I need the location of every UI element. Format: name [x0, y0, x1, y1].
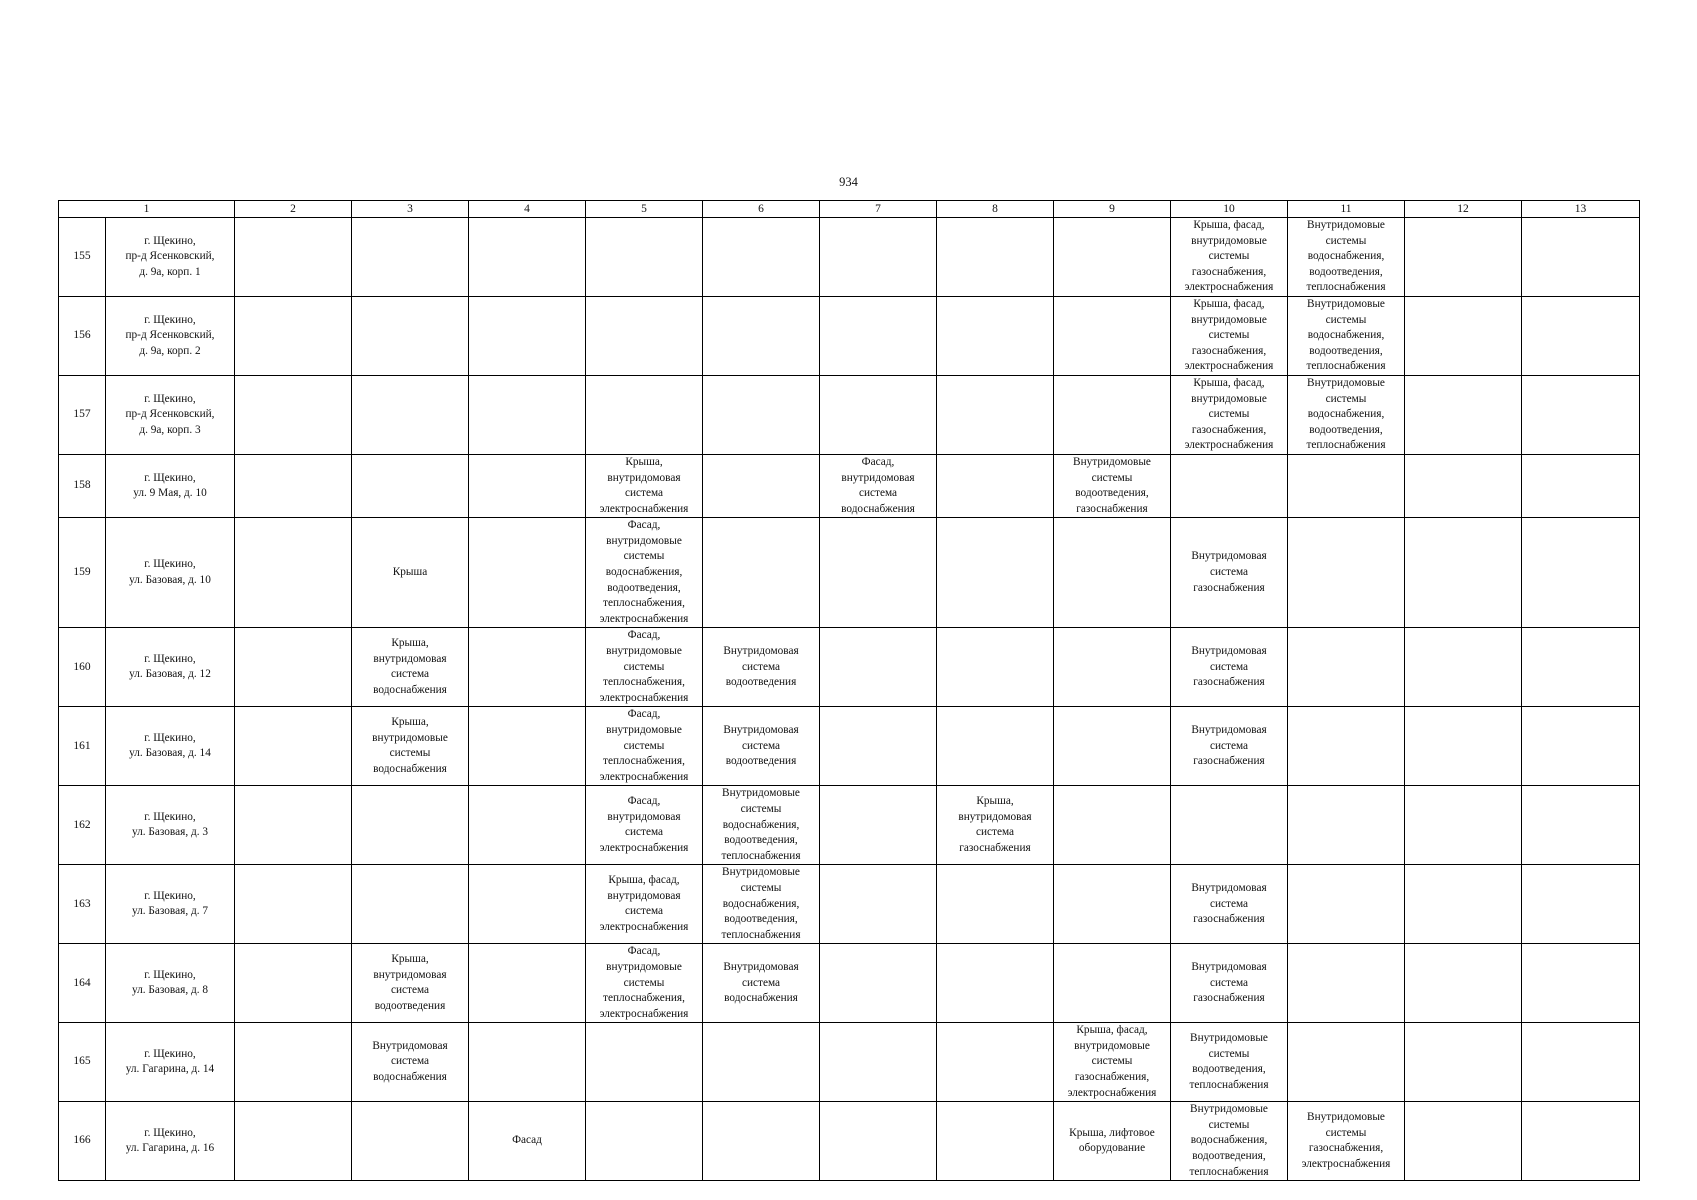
work-text: Крыша, фасад, внутридомовые системы газоснабжения, электроснабжения [1067, 1024, 1157, 1099]
work-cell-col-6 [703, 296, 820, 375]
work-cell-col-13 [1522, 628, 1640, 707]
work-cell-col-13 [1522, 375, 1640, 454]
work-cell-col-8 [937, 786, 1054, 865]
work-cell-col-11 [1288, 628, 1405, 707]
work-text: Фасад, внутридомовые системы теплоснабжения, электроснабжения [599, 945, 689, 1020]
column-header-9: 9 [1054, 201, 1171, 218]
work-cell-col-2 [235, 375, 352, 454]
address-cell [106, 628, 235, 707]
work-cell-col-10 [1171, 518, 1288, 628]
work-cell-col-8 [937, 375, 1054, 454]
work-cell-col-7 [820, 1023, 937, 1102]
work-cell-col-7 [820, 454, 937, 517]
work-cell-col-4 [469, 865, 586, 944]
work-text: Крыша, внутридомовая система электроснабжения [599, 455, 689, 515]
work-cell-col-13 [1522, 518, 1640, 628]
address-cell [106, 518, 235, 628]
work-text: Крыша, фасад, внутридомовые системы газоснабжения, электроснабжения [1184, 376, 1274, 452]
work-cell-col-9 [1054, 296, 1171, 375]
column-header-3: 3 [352, 201, 469, 218]
work-cell-col-9 [1054, 518, 1171, 628]
address-cell [106, 944, 235, 1023]
work-cell-col-4 [469, 707, 586, 786]
work-cell-col-9 [1054, 786, 1171, 865]
address-text: г. Щекино, ул. Базовая, д. 3 [131, 810, 209, 839]
column-header-10: 10 [1171, 201, 1288, 218]
work-text: Внутридомовые системы водоснабжения, водоотведения, теплоснабжения [1306, 376, 1386, 452]
work-cell-col-3 [352, 707, 469, 786]
column-header-6: 6 [703, 201, 820, 218]
column-header-4: 4 [469, 201, 586, 218]
work-cell-col-12 [1405, 944, 1522, 1023]
work-cell-col-13 [1522, 296, 1640, 375]
work-cell-col-2 [235, 628, 352, 707]
work-cell-col-6 [703, 786, 820, 865]
work-cell-col-12 [1405, 865, 1522, 944]
work-cell-col-4 [469, 786, 586, 865]
work-cell-col-6 [703, 944, 820, 1023]
address-text: г. Щекино, пр-д Ясенковский, д. 9а, корп. 2 [125, 313, 215, 357]
work-cell-col-12 [1405, 218, 1522, 297]
work-text: Крыша, фасад, внутридомовая система электроснабжения [599, 874, 689, 933]
work-cell-col-6 [703, 628, 820, 707]
work-text: Фасад, внутридомовые системы водоснабжения, водоотведения, теплоснабжения, электроснабжения [599, 519, 689, 625]
address-cell [106, 1023, 235, 1102]
repair-schedule-table [58, 200, 1640, 1181]
work-text: Крыша, лифтовое оборудование [1069, 1126, 1155, 1155]
row-number-cell: 166 [59, 1102, 106, 1181]
work-cell-col-3 [352, 628, 469, 707]
work-cell-col-12 [1405, 296, 1522, 375]
work-cell-col-8 [937, 1102, 1054, 1181]
work-text: Крыша, внутридомовая система газоснабжения [958, 795, 1032, 854]
work-cell-col-7 [820, 1102, 937, 1181]
work-text: Фасад, внутридомовая система водоснабжения [841, 455, 915, 515]
row-number-cell: 159 [59, 518, 106, 628]
work-text: Крыша, фасад, внутридомовые системы газоснабжения, электроснабжения [1184, 297, 1274, 373]
work-cell-col-3 [352, 296, 469, 375]
work-cell-col-7 [820, 218, 937, 297]
work-cell-col-2 [235, 518, 352, 628]
row-number-cell: 156 [59, 296, 106, 375]
work-cell-col-12 [1405, 628, 1522, 707]
work-cell-col-8 [937, 628, 1054, 707]
column-header-7: 7 [820, 201, 937, 218]
address-cell [106, 218, 235, 297]
column-header-1: 1 [59, 201, 235, 218]
work-cell-col-2 [235, 786, 352, 865]
work-cell-col-12 [1405, 518, 1522, 628]
work-text: Внутридомовая система водоснабжения [372, 1039, 448, 1084]
work-cell-col-5 [586, 786, 703, 865]
work-cell-col-4 [469, 375, 586, 454]
work-cell-col-13 [1522, 1023, 1640, 1102]
work-cell-col-12 [1405, 1023, 1522, 1102]
work-text: Крыша [392, 566, 428, 579]
work-cell-col-7 [820, 865, 937, 944]
work-cell-col-7 [820, 707, 937, 786]
work-text: Внутридомовые системы водоснабжения, водоотведения, теплоснабжения [1189, 1103, 1269, 1178]
column-header-13: 13 [1522, 201, 1640, 218]
work-cell-col-7 [820, 375, 937, 454]
column-header-11: 11 [1288, 201, 1405, 218]
work-cell-col-11 [1288, 518, 1405, 628]
row-number-cell: 157 [59, 375, 106, 454]
address-text: г. Щекино, ул. Гагарина, д. 14 [125, 1047, 215, 1076]
work-cell-col-9 [1054, 707, 1171, 786]
table-row [59, 944, 1640, 1023]
work-cell-col-12 [1405, 707, 1522, 786]
work-cell-col-10 [1171, 707, 1288, 786]
work-text: Крыша, внутридомовая система водоснабжения [373, 637, 447, 697]
column-number-header-row [59, 201, 1640, 218]
work-cell-col-3 [352, 1102, 469, 1181]
work-cell-col-10 [1171, 375, 1288, 454]
address-cell [106, 375, 235, 454]
row-number-cell: 165 [59, 1023, 106, 1102]
work-cell-col-8 [937, 1023, 1054, 1102]
work-cell-col-7 [820, 786, 937, 865]
work-cell-col-4 [469, 944, 586, 1023]
work-text: Фасад, внутридомовые системы теплоснабжения, электроснабжения [599, 629, 689, 704]
work-cell-col-13 [1522, 454, 1640, 517]
work-text: Внутридомовые системы водоотведения, теплоснабжения [1189, 1032, 1269, 1091]
work-cell-col-11 [1288, 454, 1405, 517]
table-row [59, 786, 1640, 865]
work-cell-col-6 [703, 454, 820, 517]
work-cell-col-2 [235, 865, 352, 944]
work-cell-col-12 [1405, 1102, 1522, 1181]
address-text: г. Щекино, ул. Базовая, д. 12 [129, 652, 211, 681]
work-cell-col-9 [1054, 1102, 1171, 1181]
column-header-12: 12 [1405, 201, 1522, 218]
table-row [59, 707, 1640, 786]
work-cell-col-5 [586, 1023, 703, 1102]
work-cell-col-4 [469, 628, 586, 707]
work-cell-col-13 [1522, 1102, 1640, 1181]
work-cell-col-3 [352, 1023, 469, 1102]
work-cell-col-12 [1405, 375, 1522, 454]
work-cell-col-7 [820, 518, 937, 628]
work-cell-col-3 [352, 454, 469, 517]
work-text: Фасад [512, 1134, 542, 1147]
address-cell [106, 296, 235, 375]
row-number-cell: 163 [59, 865, 106, 944]
work-text: Внутридомовая система газоснабжения [1191, 550, 1267, 594]
work-cell-col-7 [820, 944, 937, 1023]
table-row [59, 218, 1640, 297]
work-cell-col-6 [703, 707, 820, 786]
work-cell-col-5 [586, 454, 703, 517]
work-cell-col-10 [1171, 865, 1288, 944]
row-number-cell: 161 [59, 707, 106, 786]
work-cell-col-3 [352, 865, 469, 944]
row-number-cell: 162 [59, 786, 106, 865]
work-cell-col-4 [469, 1023, 586, 1102]
work-cell-col-6 [703, 1102, 820, 1181]
address-cell [106, 707, 235, 786]
work-text: Крыша, фасад, внутридомовые системы газоснабжения, электроснабжения [1184, 219, 1274, 294]
work-cell-col-6 [703, 218, 820, 297]
work-cell-col-8 [937, 454, 1054, 517]
work-cell-col-13 [1522, 707, 1640, 786]
work-text: Внутридомовая система газоснабжения [1191, 645, 1267, 689]
table-row [59, 375, 1640, 454]
column-header-8: 8 [937, 201, 1054, 218]
work-cell-col-4 [469, 218, 586, 297]
column-header-2: 2 [235, 201, 352, 218]
work-cell-col-2 [235, 218, 352, 297]
work-cell-col-10 [1171, 786, 1288, 865]
work-text: Внутридомовые системы водоснабжения, водоотведения, теплоснабжения [1306, 219, 1386, 294]
work-cell-col-11 [1288, 707, 1405, 786]
work-cell-col-10 [1171, 1102, 1288, 1181]
address-cell [106, 454, 235, 517]
work-cell-col-5 [586, 218, 703, 297]
work-cell-col-11 [1288, 1102, 1405, 1181]
row-number-cell: 160 [59, 628, 106, 707]
work-cell-col-13 [1522, 944, 1640, 1023]
work-cell-col-10 [1171, 1023, 1288, 1102]
work-text: Фасад, внутридомовые системы теплоснабжения, электроснабжения [599, 708, 689, 783]
work-cell-col-5 [586, 518, 703, 628]
work-cell-col-11 [1288, 1023, 1405, 1102]
work-text: Внутридомовая система газоснабжения [1191, 724, 1267, 768]
address-text: г. Щекино, ул. Гагарина, д. 16 [125, 1126, 215, 1155]
work-cell-col-4 [469, 296, 586, 375]
work-cell-col-2 [235, 707, 352, 786]
work-cell-col-11 [1288, 944, 1405, 1023]
work-cell-col-9 [1054, 944, 1171, 1023]
work-cell-col-4 [469, 1102, 586, 1181]
work-cell-col-6 [703, 1023, 820, 1102]
page-number: 934 [839, 175, 858, 189]
table-body [59, 218, 1640, 1181]
table-row [59, 865, 1640, 944]
work-cell-col-8 [937, 865, 1054, 944]
work-cell-col-5 [586, 707, 703, 786]
work-cell-col-2 [235, 1102, 352, 1181]
work-cell-col-3 [352, 375, 469, 454]
row-number-cell: 164 [59, 944, 106, 1023]
work-cell-col-8 [937, 944, 1054, 1023]
work-cell-col-13 [1522, 786, 1640, 865]
work-cell-col-2 [235, 296, 352, 375]
work-cell-col-11 [1288, 296, 1405, 375]
work-cell-col-5 [586, 375, 703, 454]
work-cell-col-11 [1288, 375, 1405, 454]
work-text: Внутридомовая система водоотведения [723, 724, 799, 768]
work-cell-col-9 [1054, 454, 1171, 517]
work-text: Внутридомовая система водоснабжения [723, 960, 799, 1005]
work-cell-col-12 [1405, 786, 1522, 865]
work-cell-col-5 [586, 1102, 703, 1181]
column-header-5: 5 [586, 201, 703, 218]
work-text: Внутридомовые системы водоотведения, газоснабжения [1073, 455, 1151, 515]
work-cell-col-11 [1288, 865, 1405, 944]
work-text: Внутридомовые системы водоснабжения, водоотведения, теплоснабжения [1306, 297, 1386, 373]
work-cell-col-2 [235, 1023, 352, 1102]
row-number-cell: 158 [59, 454, 106, 517]
work-cell-col-7 [820, 296, 937, 375]
work-cell-col-5 [586, 865, 703, 944]
address-text: г. Щекино, ул. Базовая, д. 8 [131, 968, 209, 997]
table-row [59, 1102, 1640, 1181]
row-number-cell: 155 [59, 218, 106, 297]
work-cell-col-7 [820, 628, 937, 707]
address-text: г. Щекино, ул. Базовая, д. 10 [129, 558, 211, 586]
work-cell-col-9 [1054, 218, 1171, 297]
work-cell-col-13 [1522, 865, 1640, 944]
work-cell-col-3 [352, 218, 469, 297]
table-row [59, 1023, 1640, 1102]
work-cell-col-5 [586, 628, 703, 707]
work-cell-col-13 [1522, 218, 1640, 297]
address-cell [106, 865, 235, 944]
table-row [59, 454, 1640, 517]
work-cell-col-10 [1171, 454, 1288, 517]
work-cell-col-9 [1054, 375, 1171, 454]
work-cell-col-5 [586, 296, 703, 375]
work-cell-col-6 [703, 518, 820, 628]
work-text: Крыша, внутридомовая система водоотведения [373, 953, 447, 1012]
work-cell-col-3 [352, 944, 469, 1023]
work-cell-col-10 [1171, 944, 1288, 1023]
work-cell-col-2 [235, 944, 352, 1023]
address-text: г. Щекино, ул. 9 Мая, д. 10 [133, 471, 207, 500]
table-row [59, 296, 1640, 375]
work-cell-col-10 [1171, 628, 1288, 707]
work-text: Внутридомовые системы газоснабжения, электроснабжения [1301, 1111, 1391, 1170]
work-cell-col-11 [1288, 786, 1405, 865]
address-cell [106, 1102, 235, 1181]
work-cell-col-8 [937, 218, 1054, 297]
table-row [59, 628, 1640, 707]
address-text: г. Щекино, ул. Базовая, д. 14 [129, 731, 211, 760]
work-text: Крыша, внутридомовые системы водоснабжения [372, 716, 448, 775]
work-cell-col-8 [937, 707, 1054, 786]
work-cell-col-9 [1054, 628, 1171, 707]
work-cell-col-4 [469, 454, 586, 517]
work-text: Внутридомовые системы водоснабжения, водоотведения, теплоснабжения [721, 866, 801, 941]
work-text: Внутридомовые системы водоснабжения, водоотведения, теплоснабжения [721, 787, 801, 862]
work-cell-col-8 [937, 296, 1054, 375]
work-cell-col-11 [1288, 218, 1405, 297]
work-text: Внутридомовая система водоотведения [723, 645, 799, 689]
work-text: Фасад, внутридомовая система электроснабжения [599, 795, 689, 854]
work-cell-col-10 [1171, 218, 1288, 297]
address-cell [106, 786, 235, 865]
work-cell-col-6 [703, 865, 820, 944]
work-text: Внутридомовая система газоснабжения [1191, 960, 1267, 1005]
work-cell-col-9 [1054, 865, 1171, 944]
work-cell-col-5 [586, 944, 703, 1023]
address-text: г. Щекино, пр-д Ясенковский, д. 9а, корп. 3 [125, 392, 215, 436]
work-cell-col-12 [1405, 454, 1522, 517]
address-text: г. Щекино, ул. Базовая, д. 7 [131, 889, 209, 918]
table-row [59, 518, 1640, 628]
work-text: Внутридомовая система газоснабжения [1191, 881, 1267, 926]
work-cell-col-8 [937, 518, 1054, 628]
work-cell-col-4 [469, 518, 586, 628]
work-cell-col-3 [352, 518, 469, 628]
address-text: г. Щекино, пр-д Ясенковский, д. 9а, корп. 1 [125, 234, 215, 278]
work-cell-col-6 [703, 375, 820, 454]
work-cell-col-3 [352, 786, 469, 865]
work-cell-col-9 [1054, 1023, 1171, 1102]
work-cell-col-2 [235, 454, 352, 517]
work-cell-col-10 [1171, 296, 1288, 375]
